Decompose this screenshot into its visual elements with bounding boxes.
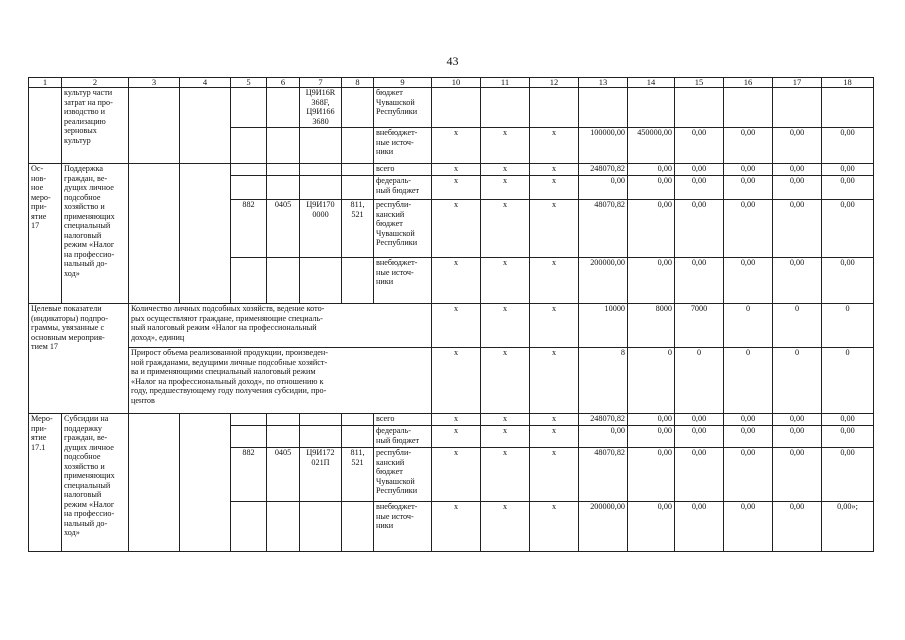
table-cell <box>342 176 374 200</box>
column-number: 17 <box>773 78 822 88</box>
value-cell: 0,00 <box>773 414 822 426</box>
value-cell: 0 <box>773 348 822 414</box>
target-article: Ц9И16R 368F, Ц9И166 3680 <box>300 88 342 128</box>
value-cell: x <box>432 414 481 426</box>
page-number: 43 <box>446 54 459 68</box>
table-cell <box>342 164 374 176</box>
table-cell <box>267 128 300 164</box>
value-cell: 0,00 <box>724 176 773 200</box>
table-cell <box>530 88 579 128</box>
value-cell: x <box>530 348 579 414</box>
funding-source: всего <box>374 414 432 426</box>
value-cell: x <box>530 128 579 164</box>
grbs-code: 882 <box>231 200 267 258</box>
value-cell: x <box>432 164 481 176</box>
table-row <box>29 414 874 426</box>
funding-source: внебюджет- ные источ- ники <box>374 258 432 304</box>
value-cell: 0,00 <box>579 426 628 448</box>
value-cell: 0 <box>724 304 773 348</box>
value-cell: 0 <box>822 348 874 414</box>
table-cell <box>231 414 267 426</box>
value-cell: 0,00 <box>628 414 675 426</box>
value-cell: 48070,82 <box>579 448 628 502</box>
value-cell: x <box>530 448 579 502</box>
event-type: Ос- нов- ное меро- при- ятие 17 <box>29 164 62 304</box>
value-cell: x <box>530 414 579 426</box>
value-cell: 0,00 <box>628 258 675 304</box>
header-row <box>29 78 874 88</box>
value-cell: x <box>530 176 579 200</box>
funding-source: всего <box>374 164 432 176</box>
funding-source: бюджет Чувашской Республики <box>374 88 432 128</box>
value-cell: x <box>530 502 579 552</box>
target-article: Ц9И170 0000 <box>300 200 342 258</box>
value-cell: 0,00 <box>724 164 773 176</box>
table-row <box>29 164 874 176</box>
value-cell: 8000 <box>628 304 675 348</box>
funding-source: федераль- ный бюджет <box>374 176 432 200</box>
event-name: Субсидии на поддержку граждан, ве- дущих личное подсобное хозяйство и применяющих специальный налоговый режим «Налог на профессио- нальный до- ход» <box>62 414 129 552</box>
value-cell: 0,00 <box>773 502 822 552</box>
value-cell: x <box>432 304 481 348</box>
table-cell <box>231 88 267 128</box>
value-cell: 100000,00 <box>579 128 628 164</box>
table-cell <box>628 88 675 128</box>
section-code: 0405 <box>267 200 300 258</box>
value-cell: 0,00 <box>628 200 675 258</box>
value-cell: 10000 <box>579 304 628 348</box>
table-row <box>29 88 874 128</box>
value-cell: 0,00 <box>773 448 822 502</box>
table-cell <box>675 88 724 128</box>
table-row <box>29 348 874 414</box>
table-cell <box>579 88 628 128</box>
table-cell <box>432 88 481 128</box>
value-cell: x <box>432 426 481 448</box>
value-cell: 0,00 <box>675 426 724 448</box>
table-cell <box>231 176 267 200</box>
value-cell: x <box>481 414 530 426</box>
section-code: 0405 <box>267 448 300 502</box>
value-cell: x <box>432 258 481 304</box>
value-cell: 0,00 <box>822 258 874 304</box>
column-number: 18 <box>822 78 874 88</box>
event-name: культур части затрат на про- изводство и реализацию зерновых культур <box>62 88 129 164</box>
table-cell <box>231 426 267 448</box>
column-number: 15 <box>675 78 724 88</box>
grbs-code: 882 <box>231 448 267 502</box>
column-number: 7 <box>300 78 342 88</box>
table-cell <box>180 164 231 304</box>
table-cell <box>267 88 300 128</box>
value-cell: 0,00 <box>675 502 724 552</box>
value-cell: 0,00 <box>628 176 675 200</box>
value-cell: 0,00 <box>724 258 773 304</box>
table-cell <box>180 88 231 164</box>
column-number: 14 <box>628 78 675 88</box>
value-cell: 0,00 <box>675 258 724 304</box>
targets-label: Целевые показатели (индикаторы) подпро- граммы, увязанные с основным мероприя- тием 17 <box>29 304 129 414</box>
value-cell: 0,00 <box>675 128 724 164</box>
value-cell: 0,00 <box>724 414 773 426</box>
value-cell: x <box>432 200 481 258</box>
table-cell <box>129 164 180 304</box>
value-cell: 0,00»; <box>822 502 874 552</box>
table-cell <box>231 164 267 176</box>
target-article: Ц9И172 021П <box>300 448 342 502</box>
value-cell: x <box>530 304 579 348</box>
value-cell: x <box>481 502 530 552</box>
value-cell: 0 <box>628 348 675 414</box>
value-cell: 0,00 <box>675 164 724 176</box>
value-cell: 0,00 <box>822 128 874 164</box>
value-cell: 0,00 <box>724 448 773 502</box>
value-cell: 7000 <box>675 304 724 348</box>
value-cell: x <box>481 448 530 502</box>
table-cell <box>300 414 342 426</box>
value-cell: x <box>481 426 530 448</box>
table-cell <box>342 128 374 164</box>
value-cell: 0,00 <box>724 502 773 552</box>
value-cell: 0,00 <box>724 200 773 258</box>
value-cell: 0,00 <box>628 164 675 176</box>
expense-type: 811, 521 <box>342 448 374 502</box>
value-cell: 0 <box>822 304 874 348</box>
column-number: 4 <box>180 78 231 88</box>
value-cell: x <box>481 200 530 258</box>
table-cell <box>300 502 342 552</box>
value-cell: 0,00 <box>773 164 822 176</box>
value-cell: x <box>432 176 481 200</box>
value-cell: 0,00 <box>822 414 874 426</box>
value-cell: 0,00 <box>724 426 773 448</box>
value-cell: 248070,82 <box>579 164 628 176</box>
column-number: 13 <box>579 78 628 88</box>
value-cell: x <box>481 128 530 164</box>
table-cell <box>129 414 180 552</box>
value-cell: 0,00 <box>773 128 822 164</box>
table-cell <box>267 426 300 448</box>
value-cell: 0,00 <box>675 448 724 502</box>
value-cell: x <box>432 502 481 552</box>
value-cell: x <box>530 426 579 448</box>
column-number: 12 <box>530 78 579 88</box>
value-cell: 0,00 <box>628 426 675 448</box>
value-cell: x <box>481 176 530 200</box>
table-cell <box>773 88 822 128</box>
table-cell <box>724 88 773 128</box>
column-number: 8 <box>342 78 374 88</box>
value-cell: x <box>432 128 481 164</box>
value-cell: 0 <box>724 348 773 414</box>
value-cell: x <box>481 304 530 348</box>
column-number: 1 <box>29 78 62 88</box>
value-cell: 8 <box>579 348 628 414</box>
column-number: 5 <box>231 78 267 88</box>
table-cell <box>342 414 374 426</box>
column-number: 2 <box>62 78 129 88</box>
value-cell: 0 <box>773 304 822 348</box>
table-cell <box>231 258 267 304</box>
table-cell <box>481 88 530 128</box>
value-cell: 0,00 <box>675 176 724 200</box>
value-cell: 248070,82 <box>579 414 628 426</box>
column-number: 6 <box>267 78 300 88</box>
event-type: Меро- при- ятие 17.1 <box>29 414 62 552</box>
event-name: Поддержка граждан, ве- дущих личное подсобное хозяйство и применяющих специальный налоговый режим «Налог на профессио- нальный до- ход» <box>62 164 129 304</box>
value-cell: 0,00 <box>773 200 822 258</box>
funding-source: внебюджет- ные источ- ники <box>374 502 432 552</box>
value-cell: x <box>530 200 579 258</box>
value-cell: 0,00 <box>773 426 822 448</box>
value-cell: 0,00 <box>822 448 874 502</box>
funding-source: республи- канский бюджет Чувашской Республики <box>374 448 432 502</box>
table-cell <box>300 176 342 200</box>
value-cell: 0,00 <box>822 164 874 176</box>
table-cell <box>267 502 300 552</box>
value-cell: 200000,00 <box>579 502 628 552</box>
value-cell: 48070,82 <box>579 200 628 258</box>
table-cell <box>267 414 300 426</box>
value-cell: 0,00 <box>822 176 874 200</box>
value-cell: x <box>432 348 481 414</box>
value-cell: x <box>481 258 530 304</box>
column-number: 3 <box>129 78 180 88</box>
indicator-text: Прирост объема реализованной продукции, произведен- ной гражданами, ведущими личные подсобные хозяйст- ва и применяющими специальный налоговый режим «Налог на профессиональный доход», по отношению к году, предшествующему году получения субсидии, про- центов <box>129 348 432 414</box>
value-cell: 0,00 <box>724 128 773 164</box>
value-cell: x <box>481 164 530 176</box>
table-cell <box>300 128 342 164</box>
table-cell <box>231 502 267 552</box>
table-cell <box>822 88 874 128</box>
value-cell: x <box>432 448 481 502</box>
column-number: 10 <box>432 78 481 88</box>
budget-table <box>28 77 874 552</box>
value-cell: 0,00 <box>822 426 874 448</box>
table-cell <box>342 88 374 128</box>
table-cell <box>300 164 342 176</box>
indicator-text: Количество личных подсобных хозяйств, ведение кото- рых осуществляют граждане, применяющие специаль- ный налоговый режим «Налог на профессиональный доход», единиц <box>129 304 432 348</box>
value-cell: 200000,00 <box>579 258 628 304</box>
funding-source: республи- канский бюджет Чувашской Республики <box>374 200 432 258</box>
value-cell: 0,00 <box>675 414 724 426</box>
value-cell: x <box>530 258 579 304</box>
value-cell: 0,00 <box>822 200 874 258</box>
table-cell <box>129 88 180 164</box>
funding-source: федераль- ный бюджет <box>374 426 432 448</box>
value-cell: 0 <box>675 348 724 414</box>
value-cell: 450000,00 <box>628 128 675 164</box>
table-cell <box>267 258 300 304</box>
value-cell: x <box>530 164 579 176</box>
table-cell <box>231 128 267 164</box>
table-cell <box>29 88 62 164</box>
funding-source: внебюджет- ные источ- ники <box>374 128 432 164</box>
table-cell <box>342 426 374 448</box>
table-cell <box>180 414 231 552</box>
column-number: 16 <box>724 78 773 88</box>
value-cell: 0,00 <box>579 176 628 200</box>
table-row <box>29 304 874 348</box>
value-cell: 0,00 <box>773 176 822 200</box>
value-cell: 0,00 <box>628 502 675 552</box>
table-cell <box>267 164 300 176</box>
value-cell: x <box>481 348 530 414</box>
table-cell <box>342 502 374 552</box>
table-cell <box>300 426 342 448</box>
value-cell: 0,00 <box>675 200 724 258</box>
value-cell: 0,00 <box>773 258 822 304</box>
table-cell <box>300 258 342 304</box>
table-cell <box>267 176 300 200</box>
value-cell: 0,00 <box>628 448 675 502</box>
column-number: 11 <box>481 78 530 88</box>
expense-type: 811, 521 <box>342 200 374 258</box>
table-cell <box>342 258 374 304</box>
column-number: 9 <box>374 78 432 88</box>
